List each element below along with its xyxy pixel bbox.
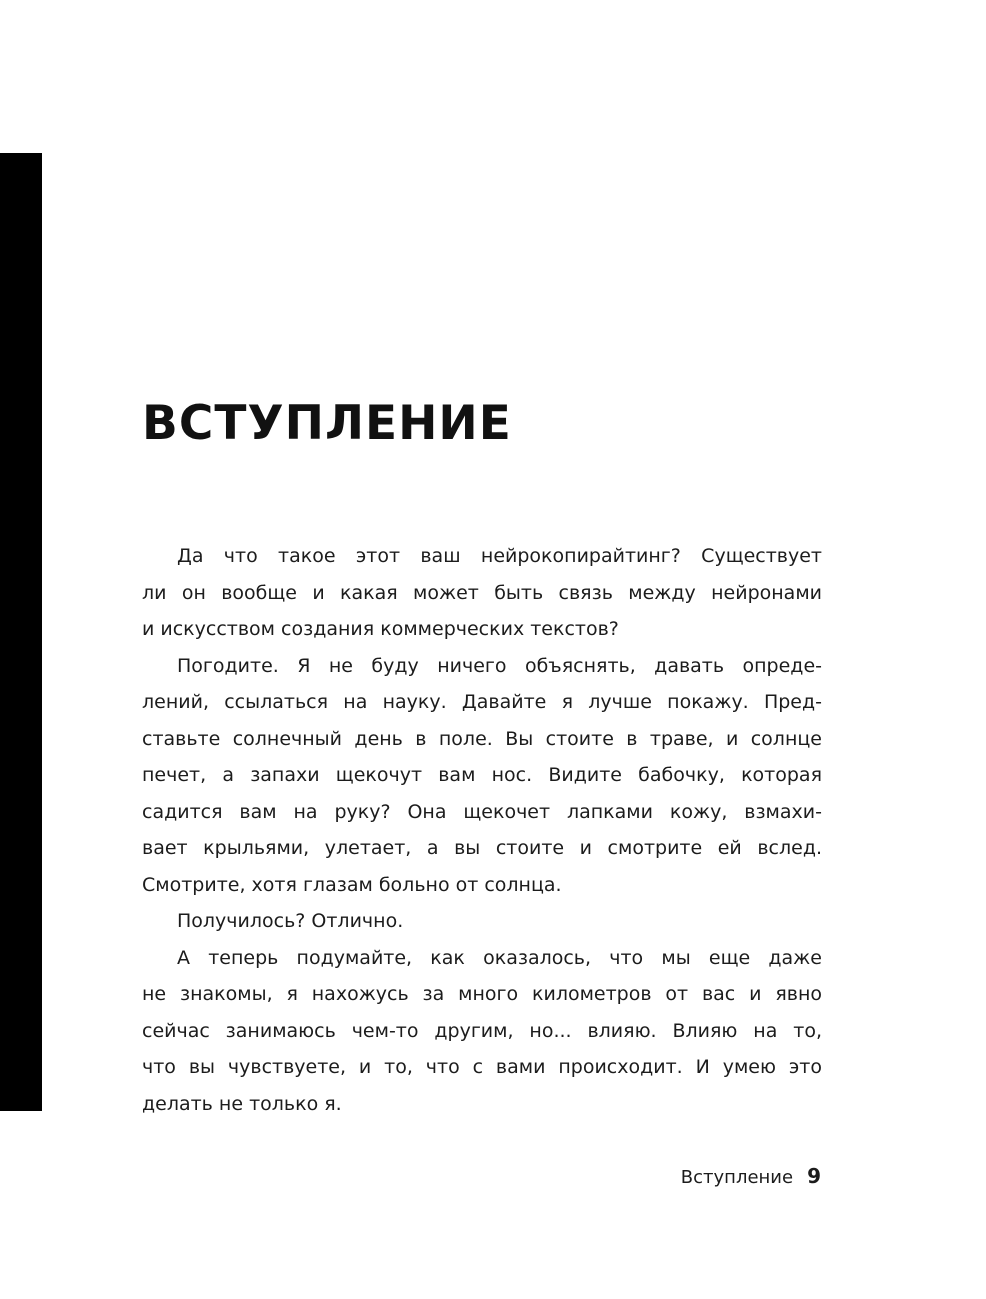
side-bar-decoration (0, 153, 42, 1111)
running-head: Вступление (680, 1167, 794, 1188)
text-line: лений, ссылаться на науку. Давайте я лучше покажу. Пред- (142, 691, 822, 713)
paragraph (142, 648, 822, 904)
text-line: Да что такое этот ваш нейрокопирайтинг? Существует (177, 545, 822, 567)
paragraph (142, 940, 822, 1123)
paragraph (142, 538, 822, 648)
page-number: 9 (807, 1164, 821, 1188)
text-line: А теперь подумайте, как оказалось, что мы еще даже (177, 946, 822, 969)
text-line: Получилось? Отлично. (177, 910, 404, 932)
text-line: и искусством создания коммерческих текстов? (142, 618, 619, 640)
chapter-title: ВСТУПЛЕНИЕ (142, 396, 512, 451)
text-line: Погодите. Я не буду ничего объяснять, давать опреде- (177, 654, 822, 677)
text-line: ставьте солнечный день в поле. Вы стоите в траве, и солнце (142, 727, 822, 750)
text-line: что вы чувствуете, и то, что с вами происходит. И умею это (142, 1056, 822, 1078)
text-line: сейчас занимаюсь чем-то другим, но... влияю. Влияю на то, (142, 1019, 822, 1042)
paragraph (142, 903, 822, 940)
text-line: садится вам на руку? Она щекочет лапками кожу, взмахи- (142, 800, 822, 823)
text-line: вает крыльями, улетает, а вы стоите и смотрите ей вслед. (142, 837, 822, 859)
text-line: Смотрите, хотя глазам больно от солнца. (142, 873, 562, 896)
text-line: делать не только я. (142, 1092, 342, 1115)
body-text (142, 538, 822, 1122)
text-line: ли он вообще и какая может быть связь между нейронами (142, 581, 822, 604)
text-line: не знакомы, я нахожусь за много километров от вас и явно (142, 983, 822, 1005)
page-footer (681, 1164, 821, 1188)
text-line: печет, а запахи щекочут вам нос. Видите бабочку, которая (142, 764, 822, 786)
